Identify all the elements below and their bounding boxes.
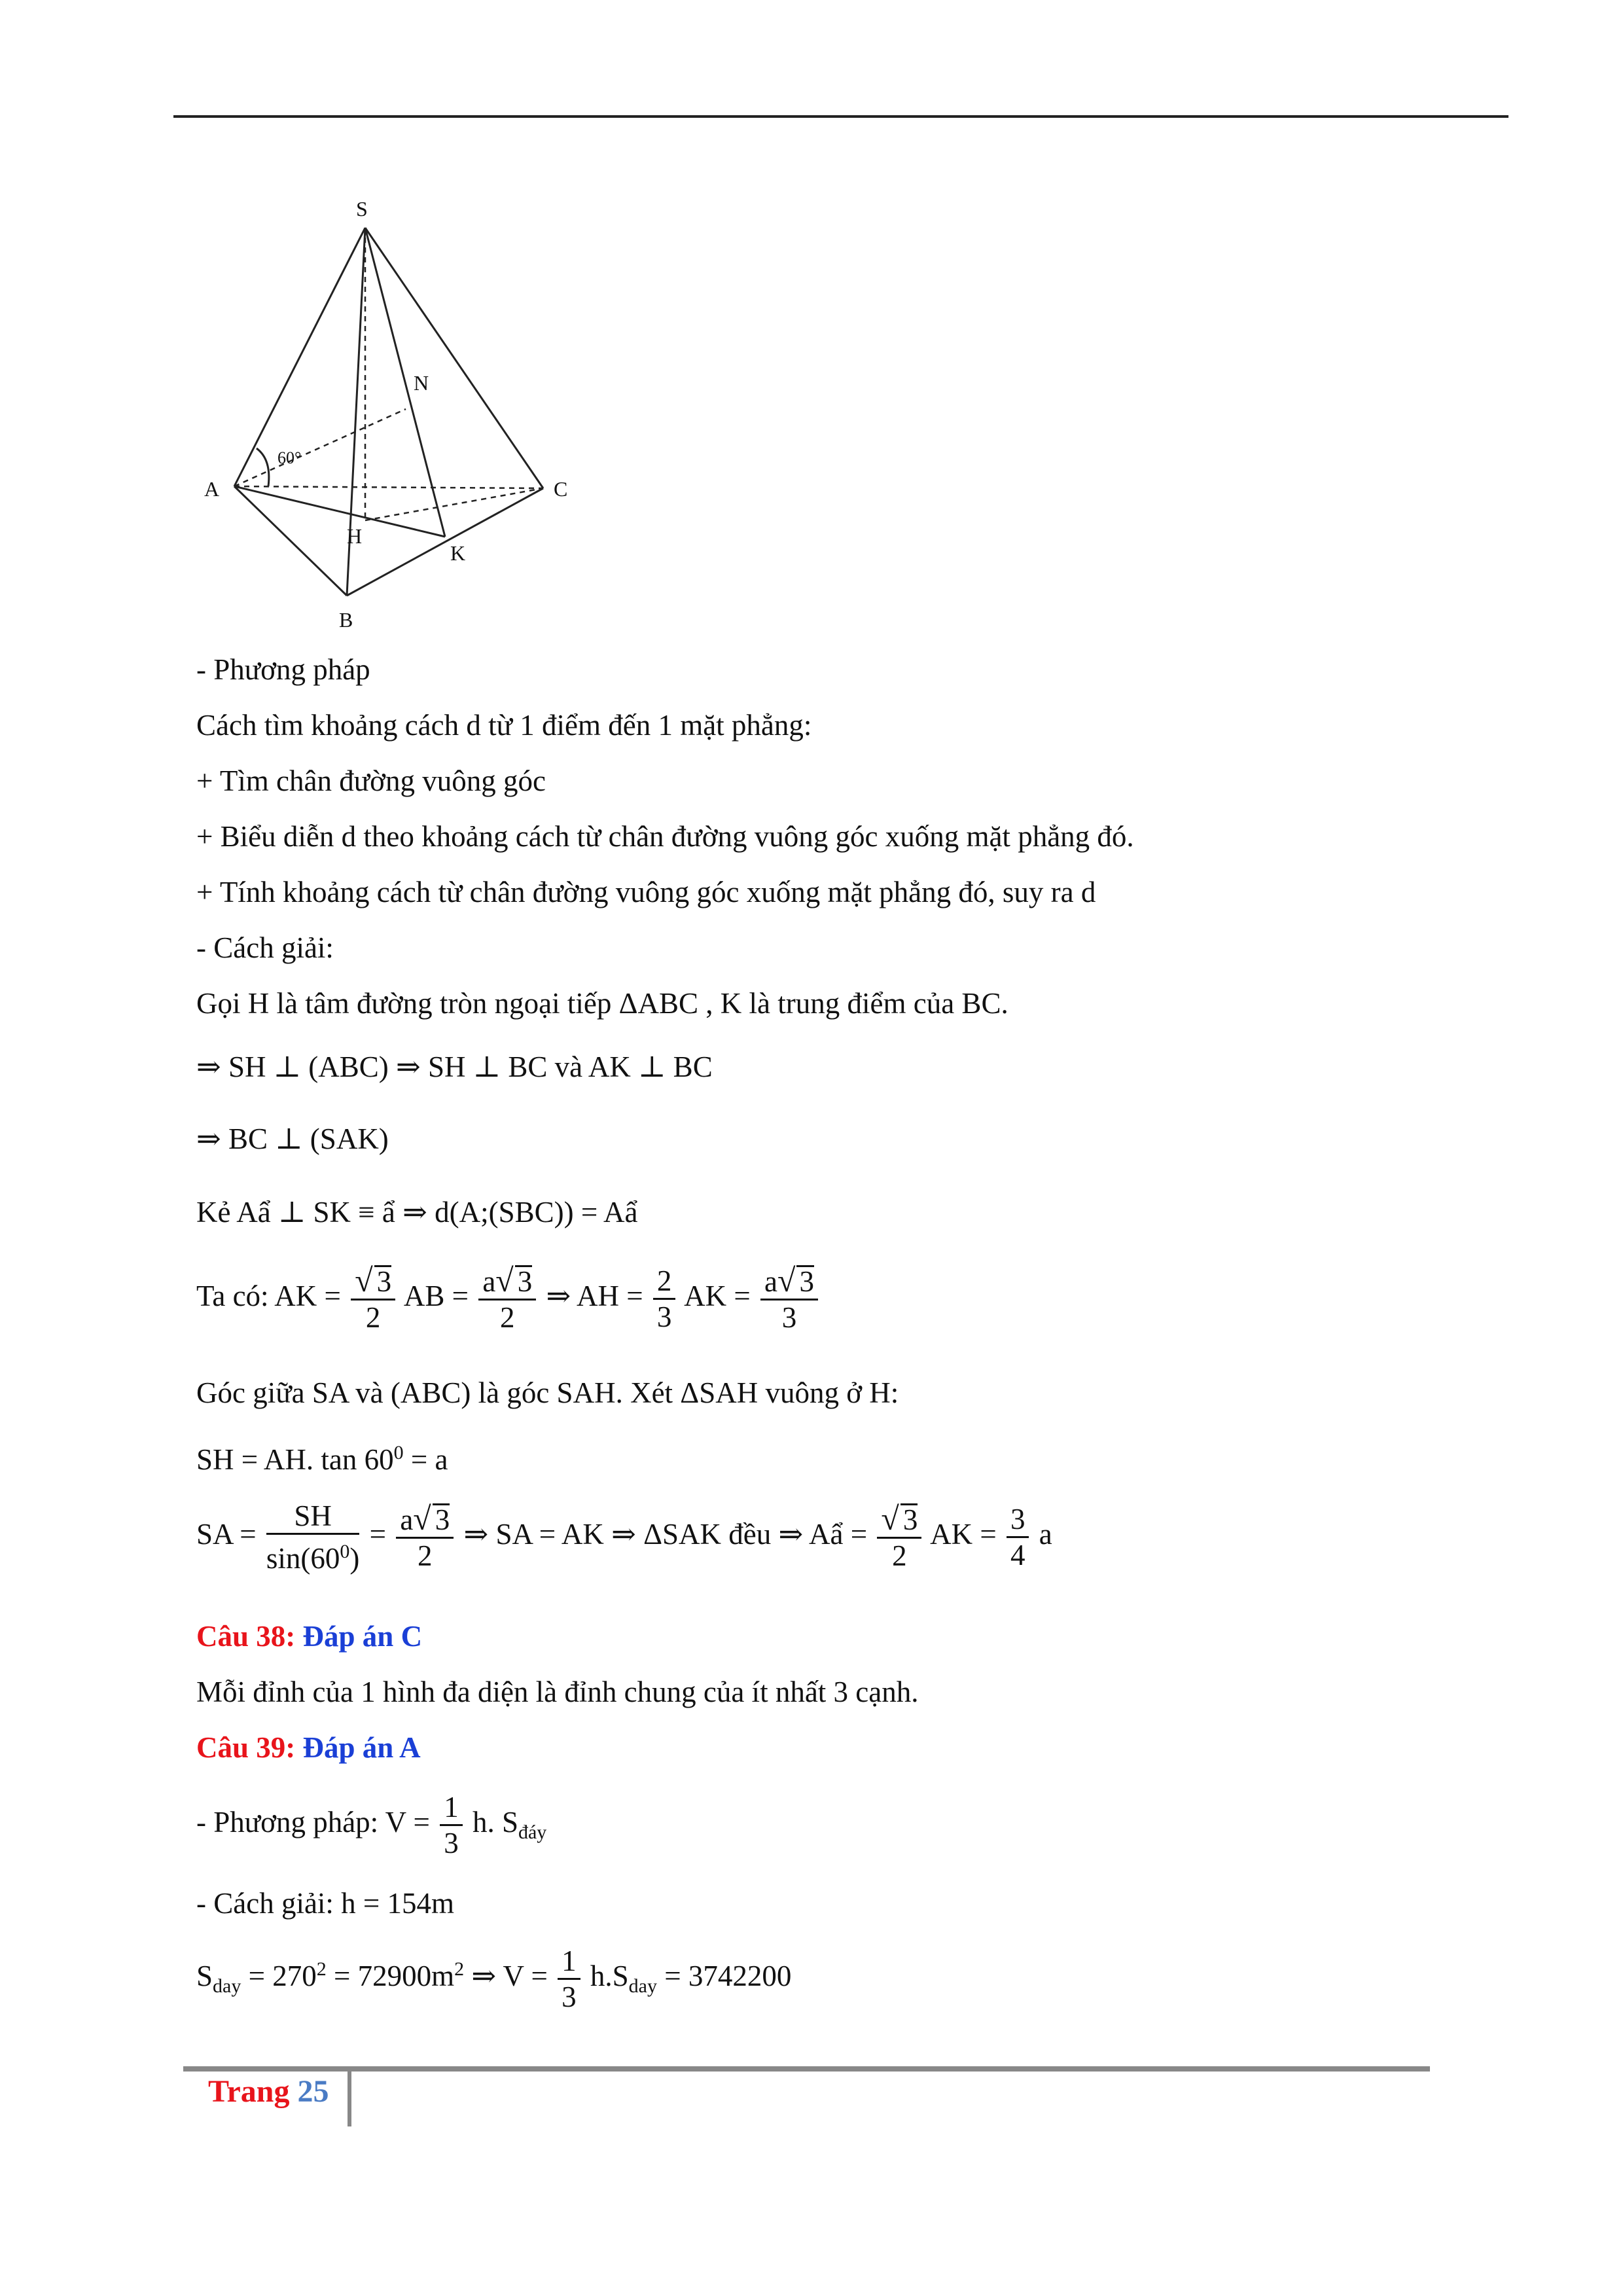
label-N: N (414, 371, 429, 395)
solution-heading: - Cách giải: (196, 931, 334, 964)
fraction-a-sqrt3-over-3: $\frac{a√ 3}{3}$ (760, 1263, 818, 1335)
sa-ak: AK = (930, 1517, 997, 1551)
method-step-2: + Biểu diễn d theo khoảng cách từ chân đường vuông góc xuống mặt phẳng đó. (196, 820, 1134, 853)
header-rule (173, 115, 1508, 118)
sa-equation: SA = $\frac{SH}{\sin(60^0)}$ = $\frac{a√ 3}{2}$ ⇒ SA = AK ⇒ ΔSAK đều ⇒ Aẩ = $\frac{√ 3}{2}$ AK = $\frac{3}{4}$ a (196, 1499, 1052, 1575)
segment-HC-hidden (365, 488, 543, 520)
pyramid-figure (190, 190, 596, 635)
eq4-ah: ⇒ AH = (546, 1279, 643, 1312)
label-S: S (356, 197, 368, 221)
label-B: B (339, 608, 353, 632)
sh-line: SH = AH. $\tan 60^0 = a$ (196, 1442, 448, 1476)
denominator: 2 (892, 1539, 907, 1572)
fraction-1-over-3: $\frac{1}{3}$ (558, 1944, 580, 2014)
fraction-sh-over-sin60: $\frac{SH}{\sin(60^0)}$ (266, 1499, 360, 1575)
fraction-sqrt3-over-2: $\frac{√ 3}{2}$ (351, 1263, 395, 1335)
equation-1: ⇒ SH ⊥ (ABC) ⇒ SH ⊥ BC và AK ⊥ BC (196, 1050, 713, 1083)
edge-SC (365, 228, 543, 488)
question-39-label: Câu 39: (196, 1731, 296, 1764)
denominator: 3 (656, 1300, 672, 1333)
edge-SK (365, 228, 445, 537)
segment-AK (234, 486, 445, 537)
equation-2: ⇒ BC ⊥ (SAK) (196, 1122, 389, 1155)
eq4-prefix: Ta có: AK = (196, 1279, 341, 1312)
method-step-1: + Tìm chân đường vuông góc (196, 764, 546, 797)
question-38-label: Câu 38: (196, 1620, 296, 1653)
edge-SA (234, 228, 365, 486)
denominator: 4 (1010, 1539, 1026, 1571)
method-heading: - Phương pháp (196, 653, 370, 686)
angle-arc (257, 448, 269, 486)
equation-3: Kẻ Aẩ ⊥ SK ≡ ẩ ⇒ d(A;(SBC)) = Aẩ (196, 1196, 638, 1229)
footer-divider (348, 2070, 351, 2126)
denominator: 2 (500, 1301, 515, 1334)
question-39-answer: Đáp án A (302, 1731, 421, 1764)
label-K: K (450, 541, 466, 565)
question-39-heading (196, 1728, 421, 1767)
question-38-answer: Đáp án C (302, 1620, 423, 1653)
sin60: $\sin(60^0)$ (266, 1541, 360, 1575)
method-intro: Cách tìm khoảng cách d từ 1 điểm đến 1 mặt phẳng: (196, 709, 812, 742)
edge-AB (234, 486, 347, 596)
sa-end: a (1039, 1517, 1052, 1551)
equation-4 (196, 1263, 821, 1335)
fraction-a-sqrt3-over-2: $\frac{a√ 3}{2}$ (478, 1263, 536, 1335)
segment-AN-hidden (234, 409, 406, 486)
label-A: A (204, 477, 220, 501)
denominator: 3 (781, 1301, 797, 1334)
eq4-ab: AB = (403, 1279, 469, 1312)
sa-mid: ⇒ SA = AK ⇒ ΔSAK đều ⇒ Aẩ = (463, 1517, 868, 1551)
fraction-a-sqrt3-over-2: $\frac{a√ 3}{2}$ (396, 1501, 454, 1573)
question-39-method: - Phương pháp: V = $\frac{1}{3}$ h. $S_{đáy}$ (196, 1791, 547, 1859)
question-39-result: $S_{day} = 270^2 = 72900m^2$ ⇒ V = $\frac{1}{3}$ $h.S_{day} = 3742200$ (196, 1945, 792, 2013)
denominator: 2 (365, 1301, 381, 1334)
solution-intro: Gọi H là tâm đường tròn ngoại tiếp ΔABC , K là trung điểm của BC. (196, 987, 1008, 1020)
question-39-solution: - Cách giải: h = 154m (196, 1887, 455, 1920)
question-38-heading (196, 1617, 422, 1656)
page-number: Trang 25 (208, 2074, 329, 2109)
angle-line: Góc giữa SA và (ABC) là góc SAH. Xét ΔSAH vuông ở H: (196, 1376, 899, 1409)
eq4-ak: AK = (684, 1279, 751, 1312)
edge-BC (347, 488, 543, 596)
fraction-3-over-4: $\frac{3}{4}$ (1007, 1502, 1029, 1572)
label-C: C (554, 477, 568, 501)
sa-prefix: SA = (196, 1517, 257, 1551)
fraction-sqrt3-over-2: $\frac{√ 3}{2}$ (877, 1501, 921, 1573)
fraction-1-over-3: $\frac{1}{3}$ (440, 1790, 463, 1860)
edge-AC-hidden (234, 486, 543, 488)
denominator: 2 (418, 1539, 433, 1572)
sqrt3: 3 (374, 1265, 392, 1296)
method-step-3: + Tính khoảng cách từ chân đường vuông góc xuống mặt phẳng đó, suy ra d (196, 876, 1096, 908)
label-H: H (347, 524, 363, 548)
footer-rule (183, 2066, 1430, 2072)
question-38-body: Mỗi đỉnh của 1 hình đa diện là đỉnh chung của ít nhất 3 cạnh. (196, 1676, 919, 1708)
angle-label: 60° (277, 448, 302, 467)
fraction-2-over-3: $\frac{2}{3}$ (653, 1264, 676, 1334)
